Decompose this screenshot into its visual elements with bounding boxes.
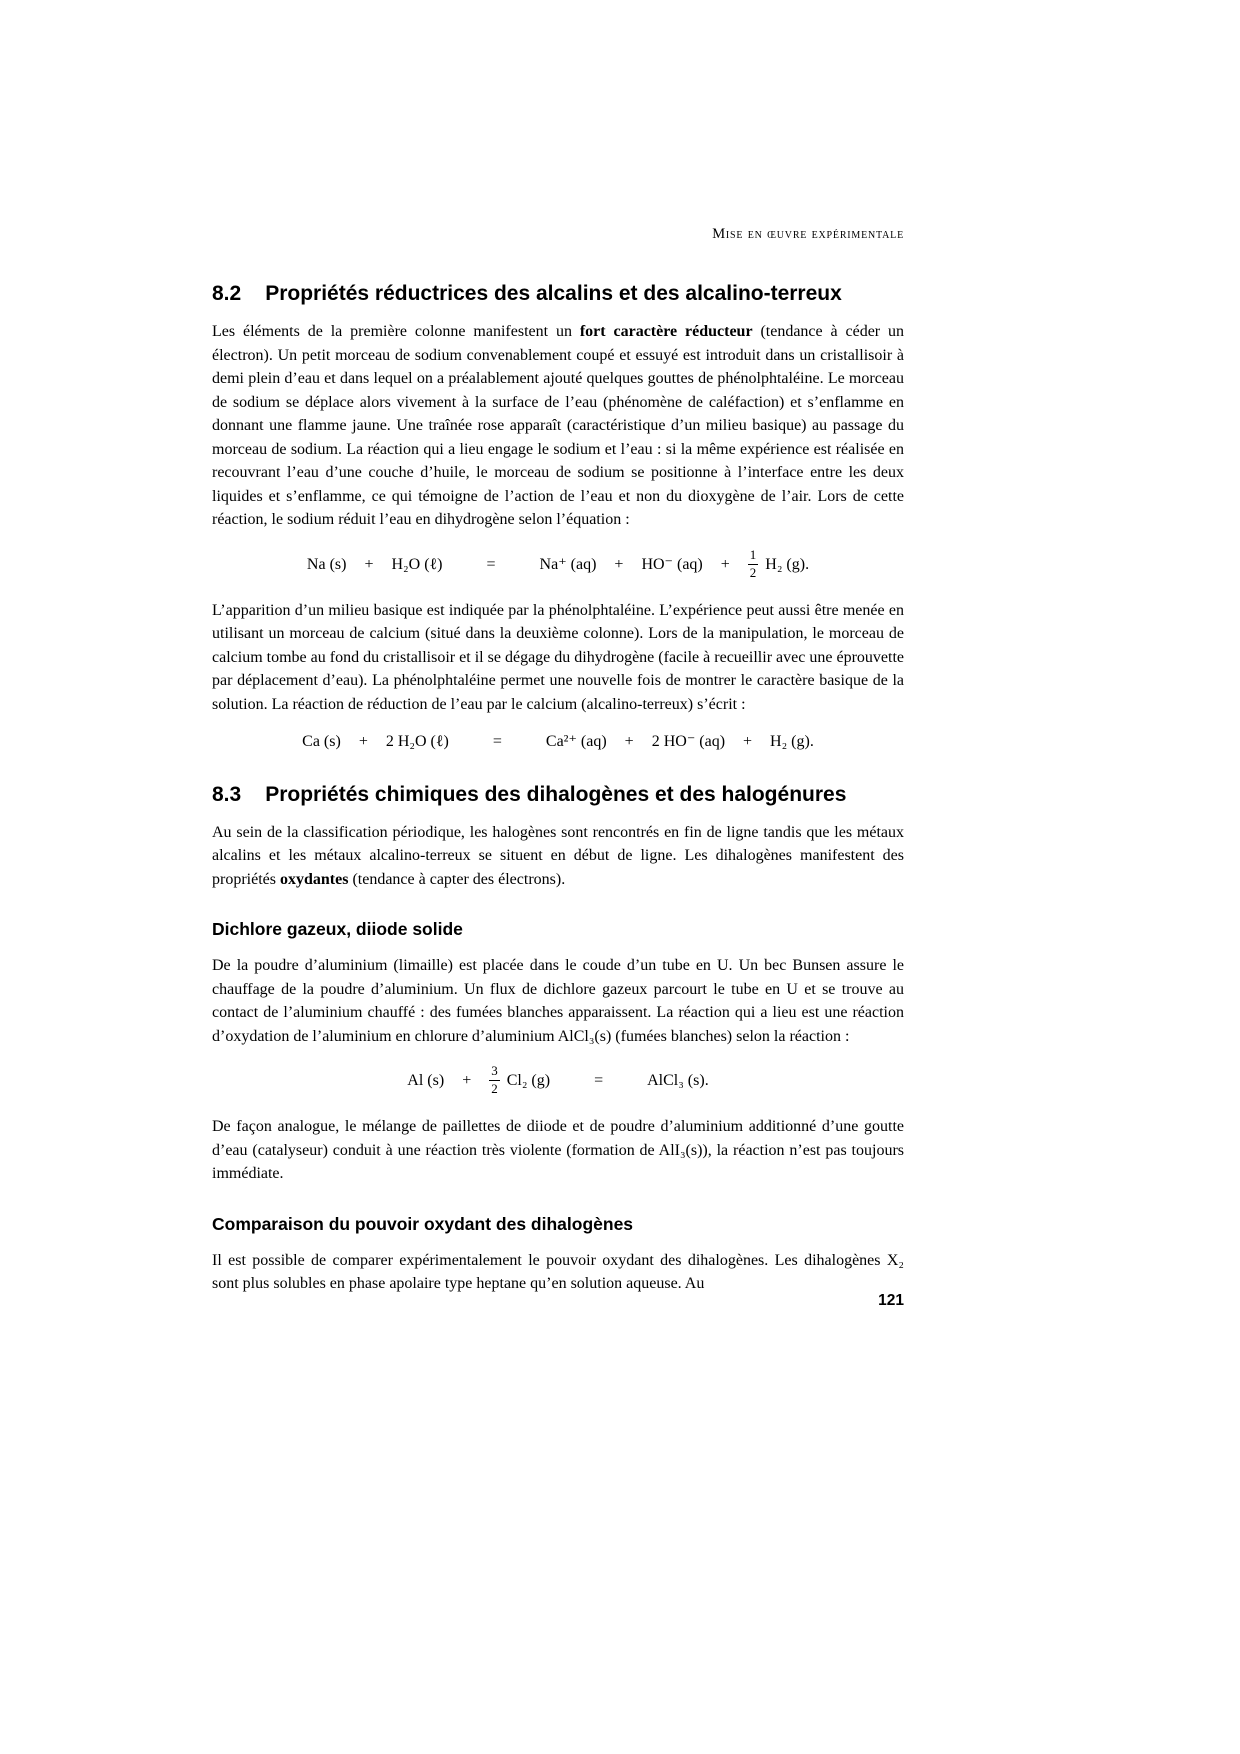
text-segment: (tendance à capter des électrons). <box>348 870 566 888</box>
paragraph-pouvoir-oxydant <box>212 1249 904 1296</box>
section-title: Propriétés réductrices des alcalins et des alcalino-terreux <box>265 282 842 305</box>
section-heading-8-2 <box>212 281 904 307</box>
text-segment: Au sein de la classification périodique, les halogènes sont rencontrés en fin de ligne tandis que les métaux alcalins et les métaux alcalino-terreux se situent en début de ligne. Les dihalogènes manifestent des propriétés <box>212 823 904 888</box>
paragraph-diiode-aluminium <box>212 1115 904 1186</box>
eq1-species-na: Na (s) <box>306 555 347 573</box>
text-segment: De façon analogue, le mélange de paillettes de diiode et de poudre d’aluminium additionné d’une goutte d’eau (catalyseur) conduit à une réaction très violente (formation de AlI₃(s)), la réaction n’est pas toujours immédiate. <box>212 1118 904 1183</box>
fraction-numerator: 3 <box>489 1064 500 1081</box>
eq2-species-h2: H₂ (g). <box>770 733 814 751</box>
paragraph-aluminium-chlorine <box>212 954 904 1048</box>
eq1-species-h2: H₂ (g). <box>765 555 810 573</box>
eq2-equals-sign: = <box>492 733 502 751</box>
eq2-plus-icon: + <box>624 733 634 751</box>
eq2-plus-icon: + <box>743 733 753 751</box>
paragraph-calcium-experiment <box>212 599 904 717</box>
section-heading-8-3 <box>212 782 904 808</box>
eq3-plus-icon: + <box>462 1072 472 1090</box>
equation-calcium-water <box>212 732 904 751</box>
eq1-fraction-one-half <box>748 548 759 581</box>
paragraph-halogens-intro <box>212 821 904 892</box>
text-segment: Les éléments de la première colonne manifestent un <box>212 323 580 341</box>
eq1-species-h2o: H₂O (ℓ) <box>391 555 443 573</box>
fraction-numerator: 1 <box>748 548 759 565</box>
eq3-fraction-three-halves <box>489 1064 500 1097</box>
subsection-heading-comparaison: Comparaison du pouvoir oxydant des dihalogènes <box>212 1213 634 1234</box>
section-number: 8.2 <box>212 282 242 305</box>
fraction-denominator: 2 <box>491 1081 498 1097</box>
text-segment: (tendance à céder un électron). Un petit morceau de sodium convenablement coupé et essuyé est introduit dans un cristallisoir à demi plein d’eau et dans lequel on a préalablement ajouté quelques gouttes de phénolphtaléine. Le morceau de sodium se déplace alors vivement à la surface de l’eau (phénomène de caléfaction) et s’enflamme en donnant une flamme jaune. Une traînée rose apparaît (caractéristique d’un milieu basique) au passage du morceau de sodium. La réaction qui a lieu engage le sodium et l’eau : si la même expérience est réalisée en recouvrant l’eau d’une couche d’huile, le morceau de sodium se positionne à l’interface entre les deux liquides et s’enflamme, ce qui témoigne de l’action de l’eau et non du dioxygène de l’air. Lors de cette réaction, le sodium réduit l’eau en dihydrogène selon l’équation : <box>212 323 905 529</box>
eq1-plus-icon: + <box>364 555 374 573</box>
eq2-species-ca: Ca (s) <box>302 733 341 751</box>
eq3-equals-sign: = <box>594 1072 604 1090</box>
page-content <box>212 226 904 1296</box>
text-segment: L’apparition d’un milieu basique est indiquée par la phénolphtaléine. L’expérience peut aussi être menée en utilisant un morceau de calcium (situé dans la deuxième colonne). Lors de la manipulation, le morceau de calcium tombe au fond du cristallisoir et il se dégage du dihydrogène (facile à recueillir avec une éprouvette par déplacement d’eau). La phénolphtaléine permet une nouvelle fois de montrer le caractère basique de la solution. La réaction de réduction de l’eau par le calcium (alcalino-terreux) s’écrit : <box>212 601 904 713</box>
eq1-plus-icon: + <box>614 555 624 573</box>
paragraph-sodium-experiment <box>212 320 904 532</box>
eq3-species-al: Al (s) <box>407 1072 445 1090</box>
eq2-species-ca2-plus: Ca²⁺ (aq) <box>545 733 607 751</box>
fraction-denominator: 2 <box>749 564 757 580</box>
page-number: 121 <box>878 1292 904 1309</box>
section-title: Propriétés chimiques des dihalogènes et des halogénures <box>265 782 847 806</box>
subsection-heading-dichlore: Dichlore gazeux, diiode solide <box>212 919 463 940</box>
bold-text-fort-caractere-reducteur: fort caractère réducteur <box>579 323 753 341</box>
text-segment: De la poudre d’aluminium (limaille) est placée dans le coude d’un tube en U. Un bec Bunsen assure le chauffage de la poudre d’aluminium. Un flux de dichlore gazeux parcourt le tube en U et se trouve au contact de l’aluminium chauffé : des fumées blanches apparaissent. La réaction qui a lieu est une réaction d’oxydation de l’aluminium en chlorure d’aluminium AlCl₃(s) (fumées blanches) selon la réaction : <box>212 957 904 1045</box>
eq1-species-ho-minus: HO⁻ (aq) <box>641 555 703 573</box>
eq1-plus-icon: + <box>720 555 730 573</box>
equation-aluminium-chlorine <box>212 1064 904 1097</box>
section-number: 8.3 <box>212 782 242 806</box>
text-segment: Il est possible de comparer expérimentalement le pouvoir oxydant des dihalogènes. Les dihalogènes X₂ sont plus solubles en phase apolaire type heptane qu’en solution aqueuse. Au <box>212 1251 904 1293</box>
eq3-species-alcl3: AlCl₃ (s). <box>647 1072 709 1090</box>
eq2-plus-icon: + <box>358 733 368 751</box>
bold-text-oxydantes: oxydantes <box>279 870 349 888</box>
equation-sodium-water <box>212 548 904 581</box>
eq1-equals-sign: = <box>486 555 496 573</box>
eq1-species-na-plus: Na⁺ (aq) <box>539 555 597 573</box>
running-header: Mise en œuvre expérimentale <box>712 226 904 242</box>
eq2-species-h2o: 2 H₂O (ℓ) <box>385 733 449 751</box>
eq3-species-cl2: Cl₂ (g) <box>506 1072 551 1090</box>
eq2-species-ho-minus: 2 HO⁻ (aq) <box>651 733 726 751</box>
